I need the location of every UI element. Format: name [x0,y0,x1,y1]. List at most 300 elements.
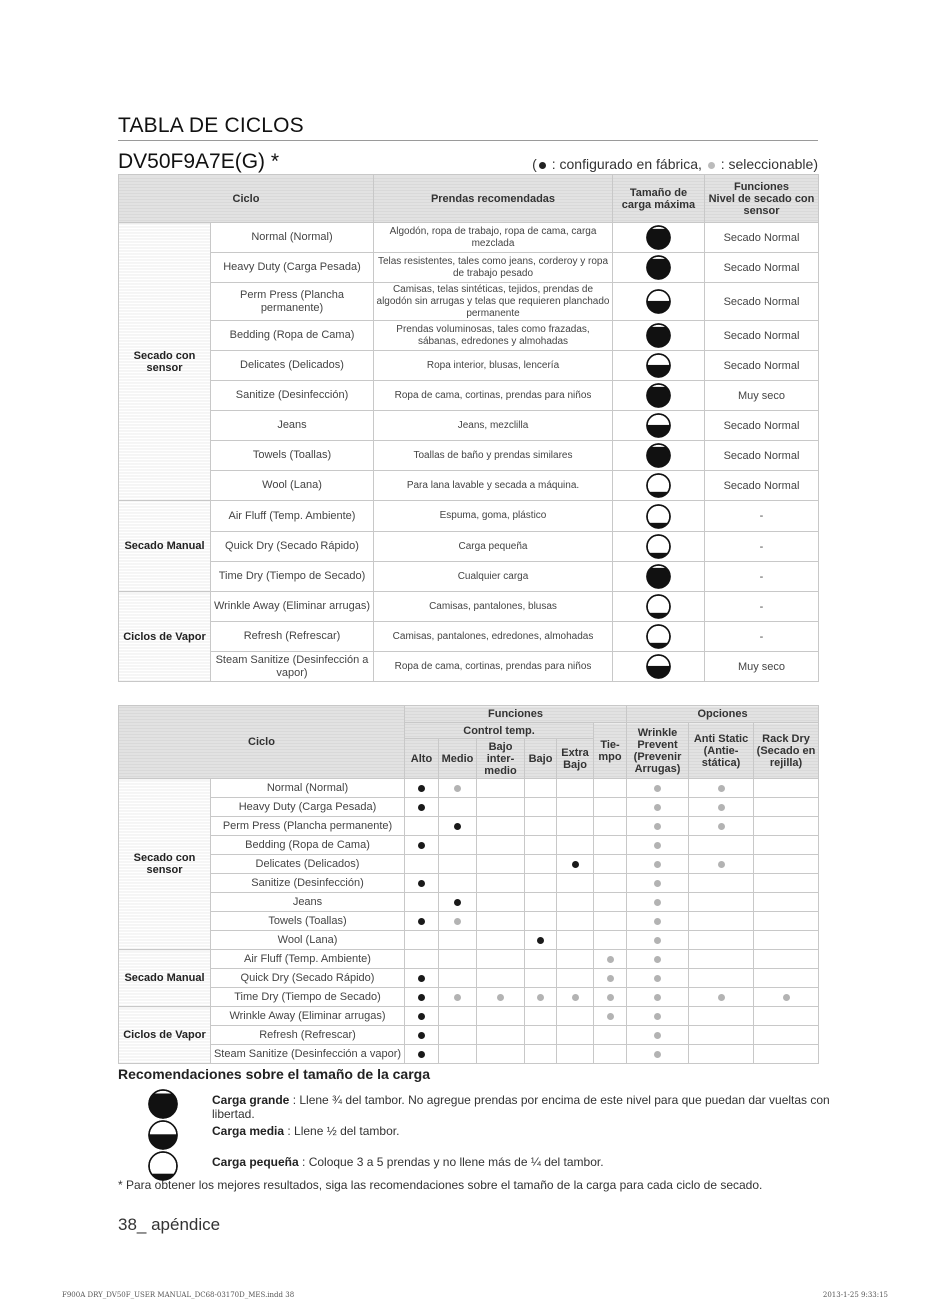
cycle-name: Bedding (Ropa de Cama) [211,836,405,855]
t2-header-tiempo: Tie-mpo [594,723,627,779]
table-row [119,441,819,471]
empty-cell [477,798,525,817]
table-row [119,381,819,411]
factory-dot-icon [418,785,425,792]
cycle-name: Normal (Normal) [211,779,405,798]
table-row [119,1026,819,1045]
dry-level: Secado Normal [705,283,819,321]
dry-level: Muy seco [705,381,819,411]
empty-cell [525,950,557,969]
empty-cell [754,798,819,817]
empty-cell [477,893,525,912]
recommended-garments: Toallas de baño y prendas similares [374,441,613,471]
empty-cell [439,1007,477,1026]
selectable-dot-icon [654,1051,661,1058]
factory-dot-icon [537,937,544,944]
group-label: Ciclos de Vapor [119,592,211,682]
table-row [119,223,819,253]
empty-cell [525,969,557,988]
load-size-icon [613,411,705,441]
selectable-dot-icon [718,861,725,868]
empty-cell [525,779,557,798]
cycle-name: Heavy Duty (Carga Pesada) [211,798,405,817]
table-row [119,411,819,441]
date-info: 2013-1-25 9:33:15 [822,1291,888,1299]
empty-cell [557,798,594,817]
selectable-mark-cell [627,893,689,912]
factory-dot-icon [418,918,425,925]
factory-mark-cell [439,893,477,912]
load-size-icon [613,441,705,471]
selectable-dot-icon [654,956,661,963]
table-row [119,351,819,381]
selectable-dot-icon [654,842,661,849]
selectable-mark-cell [627,874,689,893]
t2-header-bajo-inter: Bajo inter-medio [477,739,525,779]
empty-cell [477,950,525,969]
dry-level: Muy seco [705,652,819,682]
factory-mark-cell [405,1026,439,1045]
table-row [119,1007,819,1026]
empty-cell [477,1045,525,1064]
t2-header-extra-bajo: Extra Bajo [557,739,594,779]
recommendation-text [212,1124,832,1138]
recommended-garments: Prendas voluminosas, tales como frazadas, sábanas, edredones y almohadas [374,321,613,351]
empty-cell [439,931,477,950]
empty-cell [754,855,819,874]
selectable-mark-cell [689,798,754,817]
table-row [119,874,819,893]
cycle-name: Steam Sanitize (Desinfección a vapor) [211,652,374,682]
dry-level: Secado Normal [705,441,819,471]
functions-table-body [119,779,819,1064]
selectable-mark-cell [627,912,689,931]
empty-cell [405,893,439,912]
empty-cell [594,855,627,874]
table-row [119,283,819,321]
load-size-icon [613,501,705,532]
empty-cell [557,1045,594,1064]
factory-dot-icon [418,1032,425,1039]
empty-cell [525,874,557,893]
cycle-name: Jeans [211,893,405,912]
table-row [119,532,819,562]
selectable-dot-icon [718,823,725,830]
load-size-icon [613,351,705,381]
empty-cell [557,969,594,988]
empty-cell [754,893,819,912]
cycle-name: Refresh (Refrescar) [211,622,374,652]
selectable-dot-icon [654,1013,661,1020]
selectable-mark-cell [627,836,689,855]
selectable-dot-icon [783,994,790,1001]
empty-cell [525,836,557,855]
table-row [119,562,819,592]
dry-level: Secado Normal [705,351,819,381]
table-row [119,471,819,501]
empty-cell [594,874,627,893]
empty-cell [754,1045,819,1064]
empty-cell [439,798,477,817]
t2-header-rack: Rack Dry (Secado en rejilla) [754,723,819,779]
selectable-dot-icon [454,785,461,792]
recommendations-title: Recomendaciones sobre el tamaño de la carga [118,1066,431,1082]
selectable-dot-icon [654,918,661,925]
table-row [119,950,819,969]
factory-dot-icon [418,842,425,849]
selectable-mark-cell [754,988,819,1007]
selectable-dot-icon [708,162,715,169]
dry-level: Secado Normal [705,321,819,351]
empty-cell [754,969,819,988]
selectable-dot-icon [654,1032,661,1039]
factory-mark-cell [405,798,439,817]
empty-cell [754,912,819,931]
factory-mark-cell [557,855,594,874]
selectable-mark-cell [525,988,557,1007]
recommendation-text [212,1155,832,1169]
empty-cell [439,1045,477,1064]
recommended-garments: Espuma, goma, plástico [374,501,613,532]
recommended-garments: Telas resistentes, tales como jeans, corderoy y ropa de trabajo pesado [374,253,613,283]
selectable-dot-icon [497,994,504,1001]
recommendation-label: Carga grande [212,1093,290,1107]
group-label: Secado con sensor [119,779,211,950]
header-prendas: Prendas recomendadas [374,175,613,223]
empty-cell [557,931,594,950]
selectable-dot-icon [537,994,544,1001]
table-row [119,253,819,283]
selectable-mark-cell [627,988,689,1007]
recommended-garments: Cualquier carga [374,562,613,592]
cycle-name: Normal (Normal) [211,223,374,253]
factory-mark-cell [405,1045,439,1064]
selectable-dot-icon [607,975,614,982]
recommended-garments: Carga pequeña [374,532,613,562]
t2-header-wrinkle: Wrinkle Prevent (Prevenir Arrugas) [627,723,689,779]
selectable-mark-cell [557,988,594,1007]
empty-cell [477,969,525,988]
page-title: TABLA DE CICLOS [118,114,304,137]
empty-cell [405,950,439,969]
cycle-name: Sanitize (Desinfección) [211,874,405,893]
empty-cell [557,950,594,969]
selectable-mark-cell [627,969,689,988]
empty-cell [689,836,754,855]
table-row [119,988,819,1007]
dry-level: Secado Normal [705,471,819,501]
factory-mark-cell [405,1007,439,1026]
table-row [119,912,819,931]
cycle-table-body [119,223,819,682]
load-size-icon [613,283,705,321]
empty-cell [689,969,754,988]
selectable-dot-icon [607,956,614,963]
selectable-mark-cell [439,988,477,1007]
table-row [119,501,819,532]
selectable-mark-cell [627,798,689,817]
dry-level: - [705,532,819,562]
factory-dot-icon [418,1013,425,1020]
group-label: Ciclos de Vapor [119,1007,211,1064]
empty-cell [594,1026,627,1045]
selectable-dot-icon [607,994,614,1001]
load-size-icon [613,253,705,283]
selectable-mark-cell [689,988,754,1007]
selectable-dot-icon [654,899,661,906]
functions-table [118,705,819,1064]
empty-cell [594,817,627,836]
model-number: DV50F9A7E(G) * [118,150,280,173]
header-funciones-label: Funciones [733,180,789,193]
group-label: Secado con sensor [119,223,211,501]
recommendation-desc: : Llene ½ del tambor. [284,1124,400,1138]
cycle-name: Wool (Lana) [211,471,374,501]
t2-header-ciclo: Ciclo [119,706,405,779]
cycle-name: Steam Sanitize (Desinfección a vapor) [211,1045,405,1064]
factory-mark-cell [405,912,439,931]
selectable-dot-icon [654,861,661,868]
empty-cell [594,912,627,931]
load-size-icon [148,1089,178,1119]
factory-mark-cell [405,874,439,893]
empty-cell [477,817,525,836]
selectable-dot-icon [654,785,661,792]
empty-cell [689,1026,754,1045]
header-funciones [705,175,819,223]
selectable-mark-cell [627,1007,689,1026]
dry-level: - [705,501,819,532]
empty-cell [405,817,439,836]
t2-header-funciones: Funciones [405,706,627,723]
empty-cell [689,1045,754,1064]
load-size-icon [613,471,705,501]
cycle-name: Towels (Toallas) [211,912,405,931]
empty-cell [525,798,557,817]
empty-cell [439,836,477,855]
header-nivel-label: Nivel de secado con sensor [708,192,815,217]
empty-cell [594,931,627,950]
empty-cell [439,855,477,874]
recommendation-label: Carga pequeña [212,1155,299,1169]
cycle-name: Perm Press (Plancha permanente) [211,817,405,836]
empty-cell [405,931,439,950]
empty-cell [754,779,819,798]
cycle-name: Bedding (Ropa de Cama) [211,321,374,351]
dry-level: - [705,592,819,622]
dry-level: Secado Normal [705,411,819,441]
empty-cell [525,893,557,912]
cycle-name: Air Fluff (Temp. Ambiente) [211,950,405,969]
selectable-dot-icon [654,823,661,830]
empty-cell [689,931,754,950]
table-row [119,931,819,950]
t2-header-medio: Medio [439,739,477,779]
selectable-dot-icon [654,994,661,1001]
factory-mark-cell [439,817,477,836]
page-section: _ apéndice [136,1215,221,1234]
header-ciclo: Ciclo [119,175,374,223]
factory-dot-icon [418,994,425,1001]
empty-cell [557,817,594,836]
cycle-table [118,174,819,682]
empty-cell [689,912,754,931]
selectable-dot-icon [654,804,661,811]
selectable-dot-icon [718,994,725,1001]
empty-cell [477,836,525,855]
t2-header-bajo: Bajo [525,739,557,779]
selectable-dot-icon [454,918,461,925]
empty-cell [477,1007,525,1026]
recommended-garments: Ropa de cama, cortinas, prendas para niños [374,652,613,682]
empty-cell [557,1026,594,1045]
empty-cell [439,1026,477,1045]
empty-cell [689,893,754,912]
empty-cell [477,855,525,874]
cycle-name: Air Fluff (Temp. Ambiente) [211,501,374,532]
empty-cell [557,1007,594,1026]
empty-cell [525,855,557,874]
table-row [119,321,819,351]
legend-factory: : configurado en fábrica, [547,156,706,172]
factory-dot-icon [418,804,425,811]
empty-cell [525,1007,557,1026]
table-row [119,652,819,682]
cycle-name: Jeans [211,411,374,441]
factory-mark-cell [405,779,439,798]
footnote: * Para obtener los mejores resultados, siga las recomendaciones sobre el tamaño de la carga para cada ciclo de secado. [118,1178,763,1192]
cycle-name: Wrinkle Away (Eliminar arrugas) [211,1007,405,1026]
factory-mark-cell [405,836,439,855]
recommended-garments: Algodón, ropa de trabajo, ropa de cama, carga mezclada [374,223,613,253]
load-size-icon [613,592,705,622]
factory-mark-cell [525,931,557,950]
group-label: Secado Manual [119,950,211,1007]
table-row [119,798,819,817]
recommended-garments: Para lana lavable y secada a máquina. [374,471,613,501]
table-row [119,592,819,622]
cycle-name: Wrinkle Away (Eliminar arrugas) [211,592,374,622]
cycle-name: Wool (Lana) [211,931,405,950]
factory-dot-icon [454,823,461,830]
cycle-name: Refresh (Refrescar) [211,1026,405,1045]
selectable-mark-cell [439,779,477,798]
factory-dot-icon [418,975,425,982]
empty-cell [754,950,819,969]
selectable-mark-cell [689,817,754,836]
cycle-name: Perm Press (Plancha permanente) [211,283,374,321]
factory-dot-icon [454,899,461,906]
empty-cell [525,817,557,836]
empty-cell [439,874,477,893]
empty-cell [557,779,594,798]
empty-cell [594,893,627,912]
selectable-mark-cell [689,779,754,798]
selectable-mark-cell [627,855,689,874]
selectable-mark-cell [627,817,689,836]
empty-cell [689,874,754,893]
selectable-dot-icon [454,994,461,1001]
factory-dot-icon [418,880,425,887]
empty-cell [754,1007,819,1026]
recommendation-label: Carga media [212,1124,285,1138]
empty-cell [477,874,525,893]
factory-mark-cell [405,969,439,988]
load-size-icon [613,532,705,562]
empty-cell [754,817,819,836]
group-label: Secado Manual [119,501,211,592]
empty-cell [557,912,594,931]
empty-cell [557,836,594,855]
selectable-dot-icon [654,880,661,887]
selectable-mark-cell [594,1007,627,1026]
t2-header-anti: Anti Static (Antie-stática) [689,723,754,779]
table-row [119,969,819,988]
empty-cell [439,950,477,969]
page-number-value: 38 [118,1215,137,1234]
load-size-icon [613,652,705,682]
table-row [119,1045,819,1064]
legend-selectable: : seleccionable) [716,156,818,172]
page-number [118,1215,220,1235]
load-size-icon [613,562,705,592]
empty-cell [477,931,525,950]
empty-cell [525,1026,557,1045]
selectable-mark-cell [627,931,689,950]
legend-note [532,156,818,172]
recommended-garments: Camisas, pantalones, blusas [374,592,613,622]
cycle-name: Towels (Toallas) [211,441,374,471]
recommended-garments: Ropa de cama, cortinas, prendas para niños [374,381,613,411]
selectable-mark-cell [627,1045,689,1064]
empty-cell [594,798,627,817]
empty-cell [594,779,627,798]
empty-cell [439,969,477,988]
selectable-dot-icon [718,804,725,811]
table-row [119,893,819,912]
recommended-garments: Camisas, telas sintéticas, tejidos, prendas de algodón sin arrugas y telas que requieren planchado permanente [374,283,613,321]
cycle-name: Sanitize (Desinfección) [211,381,374,411]
cycle-name: Quick Dry (Secado Rápido) [211,969,405,988]
header-tamano: Tamaño de carga máxima [613,175,705,223]
load-size-icon [613,223,705,253]
recommendation-desc: : Llene ¾ del tambor. No agregue prendas por encima de este nivel para que puedan dar vueltas con libertad. [212,1093,830,1121]
factory-dot-icon [572,861,579,868]
dry-level: Secado Normal [705,223,819,253]
table-row [119,779,819,798]
selectable-mark-cell [689,855,754,874]
selectable-mark-cell [627,1026,689,1045]
selectable-dot-icon [654,937,661,944]
selectable-mark-cell [594,969,627,988]
selectable-mark-cell [627,779,689,798]
empty-cell [754,1026,819,1045]
recommended-garments: Jeans, mezclilla [374,411,613,441]
table-row [119,855,819,874]
load-size-icon [613,321,705,351]
selectable-mark-cell [439,912,477,931]
load-size-icon [148,1120,178,1150]
cycle-name: Quick Dry (Secado Rápido) [211,532,374,562]
load-size-icon [613,381,705,411]
empty-cell [557,874,594,893]
empty-cell [477,779,525,798]
empty-cell [754,931,819,950]
dry-level: - [705,622,819,652]
empty-cell [477,912,525,931]
selectable-dot-icon [607,1013,614,1020]
empty-cell [525,1045,557,1064]
